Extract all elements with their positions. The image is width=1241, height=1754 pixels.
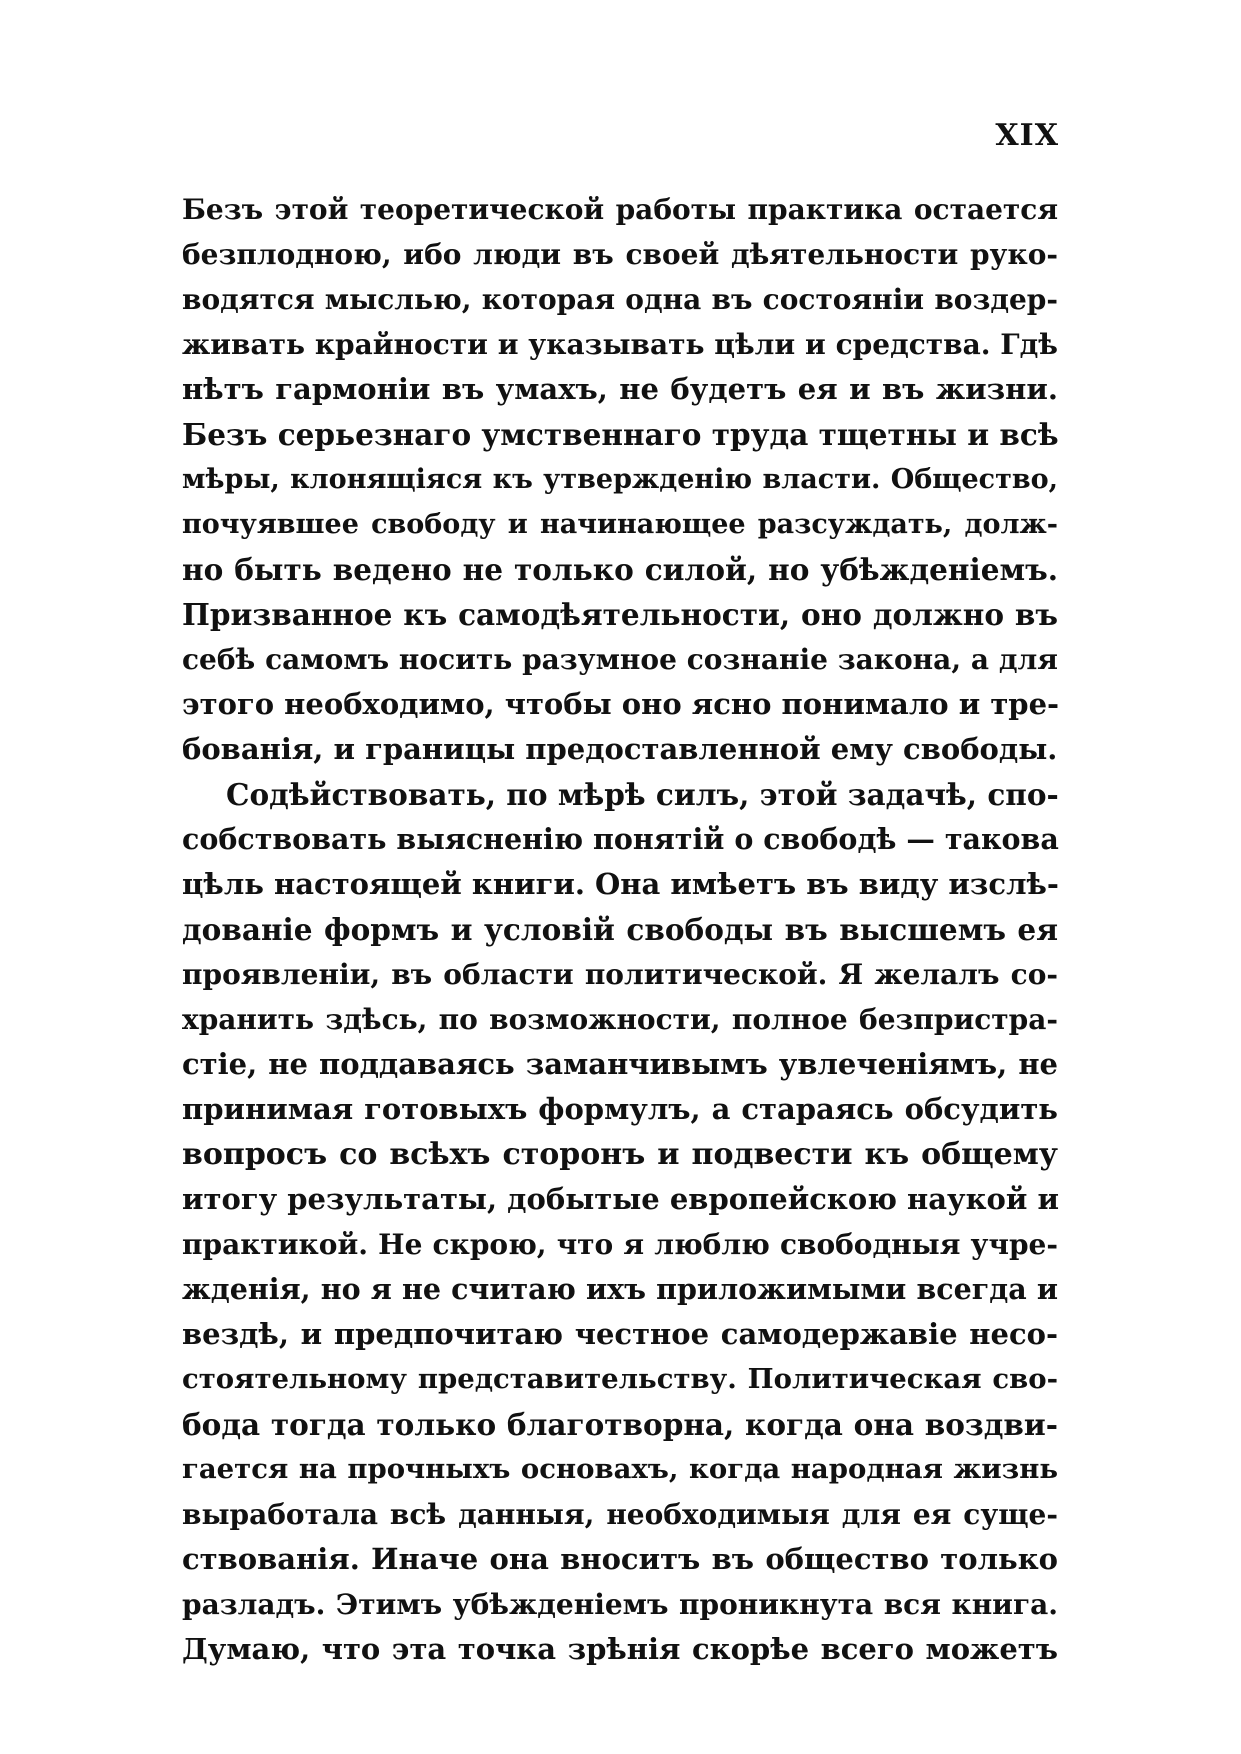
text-line: цѣль настоящей книги. Она имѣетъ въ виду изслѣ- bbox=[182, 867, 1059, 901]
text-line: Безъ этой теоретической работы практика остается bbox=[182, 193, 1058, 226]
text-line: Содѣйствовать, по мѣрѣ силъ, этой задачѣ, спо- bbox=[226, 777, 1059, 812]
text-line: этого необходимо, чтобы оно ясно понимало и тре- bbox=[182, 687, 1060, 721]
text-line: бованія, и границы предоставленной ему свободы. bbox=[182, 732, 1058, 766]
text-line: бода тогда только благотворна, когда она воздви- bbox=[182, 1407, 1058, 1442]
text-line: итогу результаты, добытые европейскою наукой и bbox=[182, 1182, 1060, 1216]
text-line: Безъ серьезнаго умственнаго труда тщетны и всѣ bbox=[182, 417, 1059, 452]
text-line: живать крайности и указывать цѣли и средства. Гдѣ bbox=[182, 328, 1058, 361]
text-line: Думаю, что эта точка зрѣнія скорѣе всего можетъ bbox=[182, 1632, 1058, 1666]
text-line: мѣры, клонящіяся къ утвержденію власти. Общество, bbox=[182, 464, 1058, 495]
paragraph-1 bbox=[182, 187, 1058, 772]
text-line: безплодною, ибо люди въ своей дѣятельности руко- bbox=[182, 238, 1058, 271]
text-line: вездѣ, и предпочитаю честное самодержавіе несо- bbox=[182, 1317, 1058, 1351]
paragraph-2 bbox=[182, 772, 1058, 1672]
text-line: вопросъ со всѣхъ сторонъ и подвести къ общему bbox=[182, 1137, 1058, 1172]
text-line: принимая готовыхъ формулъ, а стараясь обсудить bbox=[182, 1092, 1058, 1126]
text-line: почуявшее свободу и начинающее разсуждать, долж- bbox=[182, 509, 1058, 540]
body-text bbox=[182, 187, 1058, 1672]
text-line: проявленіи, въ области политической. Я желалъ со- bbox=[182, 958, 1058, 991]
text-line: жденія, но я не считаю ихъ приложимыми всегда и bbox=[182, 1272, 1058, 1306]
text-line: Призванное къ самодѣятельности, оно должно въ bbox=[182, 597, 1058, 632]
page-number: XIX bbox=[995, 118, 1059, 153]
text-line: стоятельному представительству. Политическая сво- bbox=[182, 1363, 1058, 1395]
text-line: выработала всѣ данныя, необходимыя для ея суще- bbox=[182, 1498, 1058, 1531]
text-line: себѣ самомъ носить разумное сознаніе закона, а для bbox=[182, 643, 1058, 676]
text-line: гается на прочныхъ основахъ, когда народная жизнь bbox=[182, 1453, 1058, 1485]
text-line: стіе, не поддаваясь заманчивымъ увлеченіямъ, не bbox=[182, 1047, 1058, 1081]
text-line: практикой. Не скрою, что я люблю свободныя учре- bbox=[182, 1228, 1058, 1261]
text-line: но быть ведено не только силой, но убѣжденіемъ. bbox=[182, 552, 1058, 587]
text-line: дованіе формъ и условій свободы въ высшемъ ея bbox=[182, 912, 1058, 947]
text-line: собствовать выясненію понятій о свободѣ — такова bbox=[182, 822, 1059, 856]
text-line: ствованія. Иначе она вноситъ въ общество только bbox=[182, 1542, 1058, 1576]
text-line: водятся мыслью, которая одна въ состояніи воздер- bbox=[182, 283, 1058, 316]
text-line: разладъ. Этимъ убѣжденіемъ проникнута вся книга. bbox=[182, 1588, 1058, 1621]
text-line: хранить здѣсь, по возможности, полное безпристра- bbox=[182, 1003, 1058, 1036]
text-line: нѣтъ гармоніи въ умахъ, не будетъ ея и въ жизни. bbox=[182, 372, 1058, 406]
